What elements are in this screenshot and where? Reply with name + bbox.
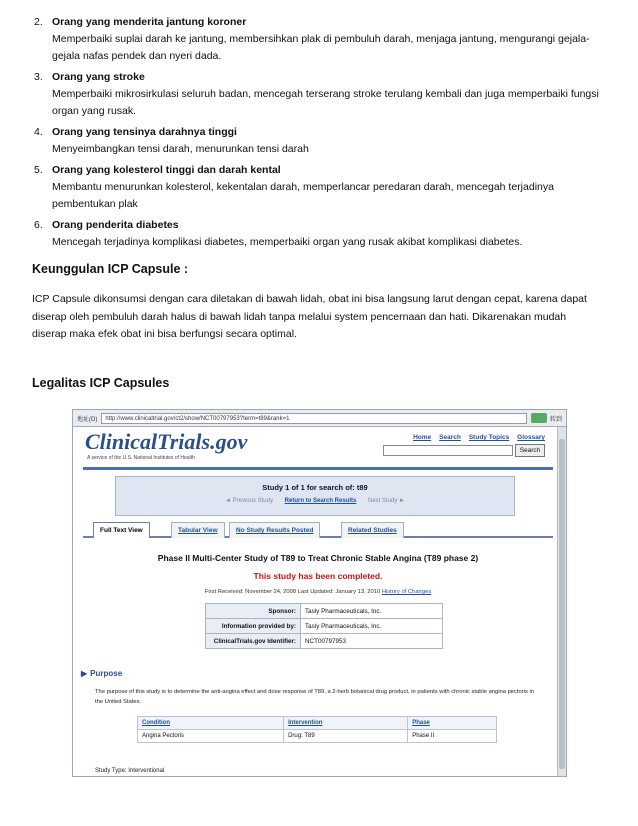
clinicaltrials-screenshot — [72, 409, 567, 777]
info-table — [205, 603, 443, 649]
next-study-link[interactable]: Next Study ► — [368, 498, 405, 504]
tab-tabular[interactable]: Tabular View — [171, 522, 225, 538]
site-header — [83, 429, 553, 466]
list-title: Orang yang stroke — [52, 71, 145, 83]
list-item — [32, 162, 602, 213]
scrollbar[interactable] — [557, 427, 566, 776]
list-title: Orang yang kolesterol tinggi dan darah kental — [52, 164, 281, 176]
study-count: Study 1 of 1 for search of: t89 — [262, 483, 368, 492]
info-value: Tasly Pharmaceuticals, Inc. — [301, 604, 443, 619]
list-number: 2. — [34, 16, 43, 28]
list-desc: Menyeimbangkan tensi darah, menurunkan tensi darah — [52, 143, 309, 155]
return-to-results-link[interactable]: Return to Search Results — [284, 498, 357, 504]
list-title: Orang yang tensinya darahnya tinggi — [52, 126, 237, 138]
glossary-link[interactable]: Glossary — [517, 434, 545, 441]
list-title: Orang yang menderita jantung koroner — [52, 16, 247, 28]
status-text: This study has been completed. — [253, 571, 383, 581]
list-desc: Membantu menurunkan kolesterol, kekentalan darah, memperlancar peredaran darah, mencegah terjadinya pembentukan plak — [52, 181, 554, 210]
study-type: Study Type: Interventional — [95, 768, 165, 774]
study-title: Phase II Multi-Center Study of T89 to Treat Chronic Stable Angina (T89 phase 2) — [157, 553, 479, 563]
search-input[interactable] — [383, 445, 513, 456]
list-number: 6. — [34, 219, 43, 231]
info-value: NCT00797953 — [301, 634, 443, 649]
site-logo[interactable]: ClinicalTrials.gov — [85, 429, 248, 454]
table-row — [206, 604, 443, 619]
list-desc: Memperbaiki mikrosirkulasi seluruh badan, mencegah terserang stroke terulang kembali dan juga memperbaiki fungsi organ yang rusak. — [52, 88, 599, 117]
info-key: ClinicalTrials.gov Identifier: — [206, 634, 301, 649]
info-key: Sponsor: — [206, 604, 301, 619]
go-button[interactable]: 转到 — [549, 416, 562, 423]
tab-full-text[interactable]: Full Text View — [93, 522, 150, 538]
table-header-row — [138, 717, 497, 730]
study-nav — [116, 498, 514, 504]
table-row — [138, 730, 497, 743]
tab-related[interactable]: Related Studies — [341, 522, 404, 538]
header-divider — [83, 467, 553, 470]
dates-text: First Received: November 24, 2008 Last Updated: January 13, 2010 — [204, 589, 381, 595]
intervention-cell: Drug: T89 — [284, 730, 408, 743]
previous-study-link[interactable]: ◄ Previous Study — [225, 498, 273, 504]
browser-address-bar — [73, 410, 566, 427]
tabs-bar — [83, 522, 553, 538]
advantages-heading: Keunggulan ICP Capsule : — [32, 262, 189, 276]
condition-cell: Angina Pectoris — [138, 730, 284, 743]
tab-no-results[interactable]: No Study Results Posted — [229, 522, 320, 538]
scrollbar-thumb[interactable] — [559, 439, 565, 769]
list-desc: Mencegah terjadinya komplikasi diabetes, memperbaiki organ yang rusak akibat komplikasi diabetes. — [52, 236, 523, 248]
top-links — [405, 434, 545, 441]
list-item — [32, 124, 602, 158]
info-value: Tasly Pharmaceuticals, Inc. — [301, 619, 443, 634]
list-item — [32, 14, 602, 65]
study-dates — [83, 589, 553, 595]
list-item — [32, 69, 602, 120]
table-row — [206, 619, 443, 634]
intervention-header[interactable]: Intervention — [284, 717, 408, 730]
benefit-list — [32, 14, 602, 255]
browser-engine-icon — [531, 413, 547, 423]
purpose-text: The purpose of this study is to determine the anti-angina effect and dose response of T89, a 2-herb botanical drug product, in patients with chronic stable angina pectoris in the United States. — [95, 689, 535, 705]
home-link[interactable]: Home — [413, 434, 432, 441]
search-link[interactable]: Search — [439, 434, 461, 441]
url-field[interactable]: http://www.clinicaltrial.gov/ct2/show/NCT00797953?term=t89&rank=1 — [101, 413, 527, 424]
condition-header[interactable]: Condition — [138, 717, 284, 730]
triangle-right-icon: ▶ — [81, 669, 88, 678]
info-key: Information provided by: — [206, 619, 301, 634]
purpose-label: Purpose — [90, 669, 123, 678]
site-tagline: A service of the U.S. National Institutes of Health — [87, 455, 195, 461]
study-topics-link[interactable]: Study Topics — [468, 434, 510, 441]
list-item — [32, 217, 602, 251]
table-row — [206, 634, 443, 649]
list-title: Orang penderita diabetes — [52, 219, 179, 231]
condition-table — [137, 716, 497, 743]
phase-header[interactable]: Phase — [408, 717, 497, 730]
history-link[interactable]: History of Changes — [381, 589, 432, 595]
search-button[interactable]: Search — [515, 444, 545, 457]
list-number: 4. — [34, 126, 43, 138]
list-number: 3. — [34, 71, 43, 83]
list-number: 5. — [34, 164, 43, 176]
phase-cell: Phase II — [408, 730, 497, 743]
study-search-box — [115, 476, 515, 516]
purpose-heading — [81, 669, 122, 678]
list-desc: Memperbaiki suplai darah ke jantung, membersihkan plak di pembuluh darah, menjaga jantung, mengurangi gejala-gejala nafas pendek dan nyeri dada. — [52, 33, 590, 62]
legality-heading: Legalitas ICP Capsules — [32, 376, 170, 390]
address-label: 地址(D) — [77, 416, 98, 423]
advantages-paragraph: ICP Capsule dikonsumsi dengan cara diletakan di bawah lidah, obat ini bisa langsung larut dengan cepat, karena dapat diserap oleh pembuluh darah halus di bawah lidah tanpa melalui system pencernaan dan hati. Dikarenakan mudah diserap maka efek obat ini bisa berfungsi secara optimal. — [32, 293, 587, 340]
